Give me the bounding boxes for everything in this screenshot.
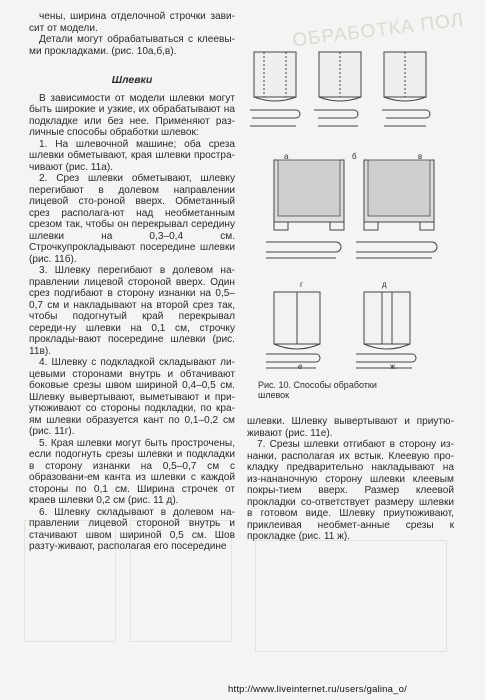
left-text-column [29, 11, 235, 553]
bleed-through-figure-right [255, 540, 447, 652]
figure-label-e: е [298, 362, 303, 371]
paragraph: чены, ширина отделочной строчки зави-сит от модели. [29, 11, 235, 34]
figure-label-b: б [352, 152, 357, 161]
paragraph: 3. Шлевку перегибают в долевом на-правлении лицевой стороной вверх. Один срез подгибают в сторону изнанки на 0,5–0,7 см и накладывают на второй срез так, чтобы подогнутый край перекрывал середи-ну шлевки на 0,1 см, строчку проклады-вают посередине шлевки (рис. 11в). [29, 265, 235, 357]
diagram-zh-loop [356, 292, 416, 368]
figure-label-g: г [300, 280, 303, 289]
paragraph: 4. Шлевку с подкладкой складывают ли-цевыми сторонами внутрь и обтачивают боковые срезы швом шириной 0,4–0,5 см. Шлевку вывертывают, выметывают и при-утюживают со стороны подкладки, по кра-ям шлевки образуется кант по 0,1–0,2 см (рис. 11г). [29, 357, 235, 437]
figure-label-zh: ж [390, 362, 396, 371]
figure-label-v: в [418, 152, 423, 161]
figure-label-a: а [284, 152, 289, 161]
paragraph: 7. Срезы шлевки отгибают в сторону из-нанки, располагая их встык. Клеевую про-кладку предварительно накладывают на из-нананочную сторону шлевки клеевым покры-тием вверх. Размер клеевой прокладки со-ответствует размеру шлевки в готовом виде. Шлевку приутюживают, приклеивая необмет-анные срезы к прокладке (рис. 11 ж). [247, 439, 454, 542]
right-text-column [247, 416, 454, 543]
figure-caption: Рис. 10. Способы обработки шлевок [258, 380, 377, 400]
section-heading: Шлевки [111, 74, 153, 86]
diagram-g-lined-loop [266, 160, 344, 258]
paragraph: В зависимости от модели шлевки могут быть широкие и узкие, их обрабатывают на подкладке или без нее. Применяют раз-личные способы обработки шлевок: [29, 92, 235, 138]
diagram-d-lined-loop [356, 160, 437, 258]
bleed-through-heading: ОБРАБОТКА ПОЛ [291, 9, 466, 52]
diagram-a-strip [250, 52, 300, 126]
paragraph: шлевки. Шлевку вывертывают и приутю-живают (рис. 11е). [247, 416, 454, 439]
belt-loop-diagrams [244, 42, 454, 372]
figure-label-d: д [382, 280, 387, 289]
diagram-c-strip [382, 52, 430, 126]
paragraph: 1. На шлевочной машине; оба среза шлевки обметывают, края шлевки простра-чивают (рис. 11а). [29, 138, 235, 173]
paragraph: Детали могут обрабатываться с клеевы-ми прокладками. (рис. 10а,б,в). [29, 34, 235, 57]
diagram-b-strip [314, 52, 361, 126]
source-url[interactable]: http://www.liveinternet.ru/users/galina_o/ [228, 684, 407, 695]
diagram-e-loop [266, 292, 320, 368]
paragraph: 2. Срез шлевки обметывают, шлевку перегибают в долевом направлении лицевой сто-роной вверх. Обметанный срез располага-ют над необметанным срезом так, чтобы он перекрывал середину шлевки на 0,3–0,4 см. Строчкупрокладывают посередине шлевки (рис. 11б). [29, 173, 235, 265]
paragraph: 6. Шлевку складывают в долевом на-правлении лицевой стороной внутрь и стачивают швом шириной 0,5 см. Шов разту-живают, располагая его посередине [29, 506, 235, 552]
paragraph: 5. Края шлевки могут быть прострочены, если подогнуть срезы шлевки и подкладки в сторону изнанки на 0,5–0,7 см с образовани-ем канта из шлевки с каждой стороны по 0,1 см. Ширина строчек от краев шлевки 0,2 см (рис. 11 д). [29, 437, 235, 506]
